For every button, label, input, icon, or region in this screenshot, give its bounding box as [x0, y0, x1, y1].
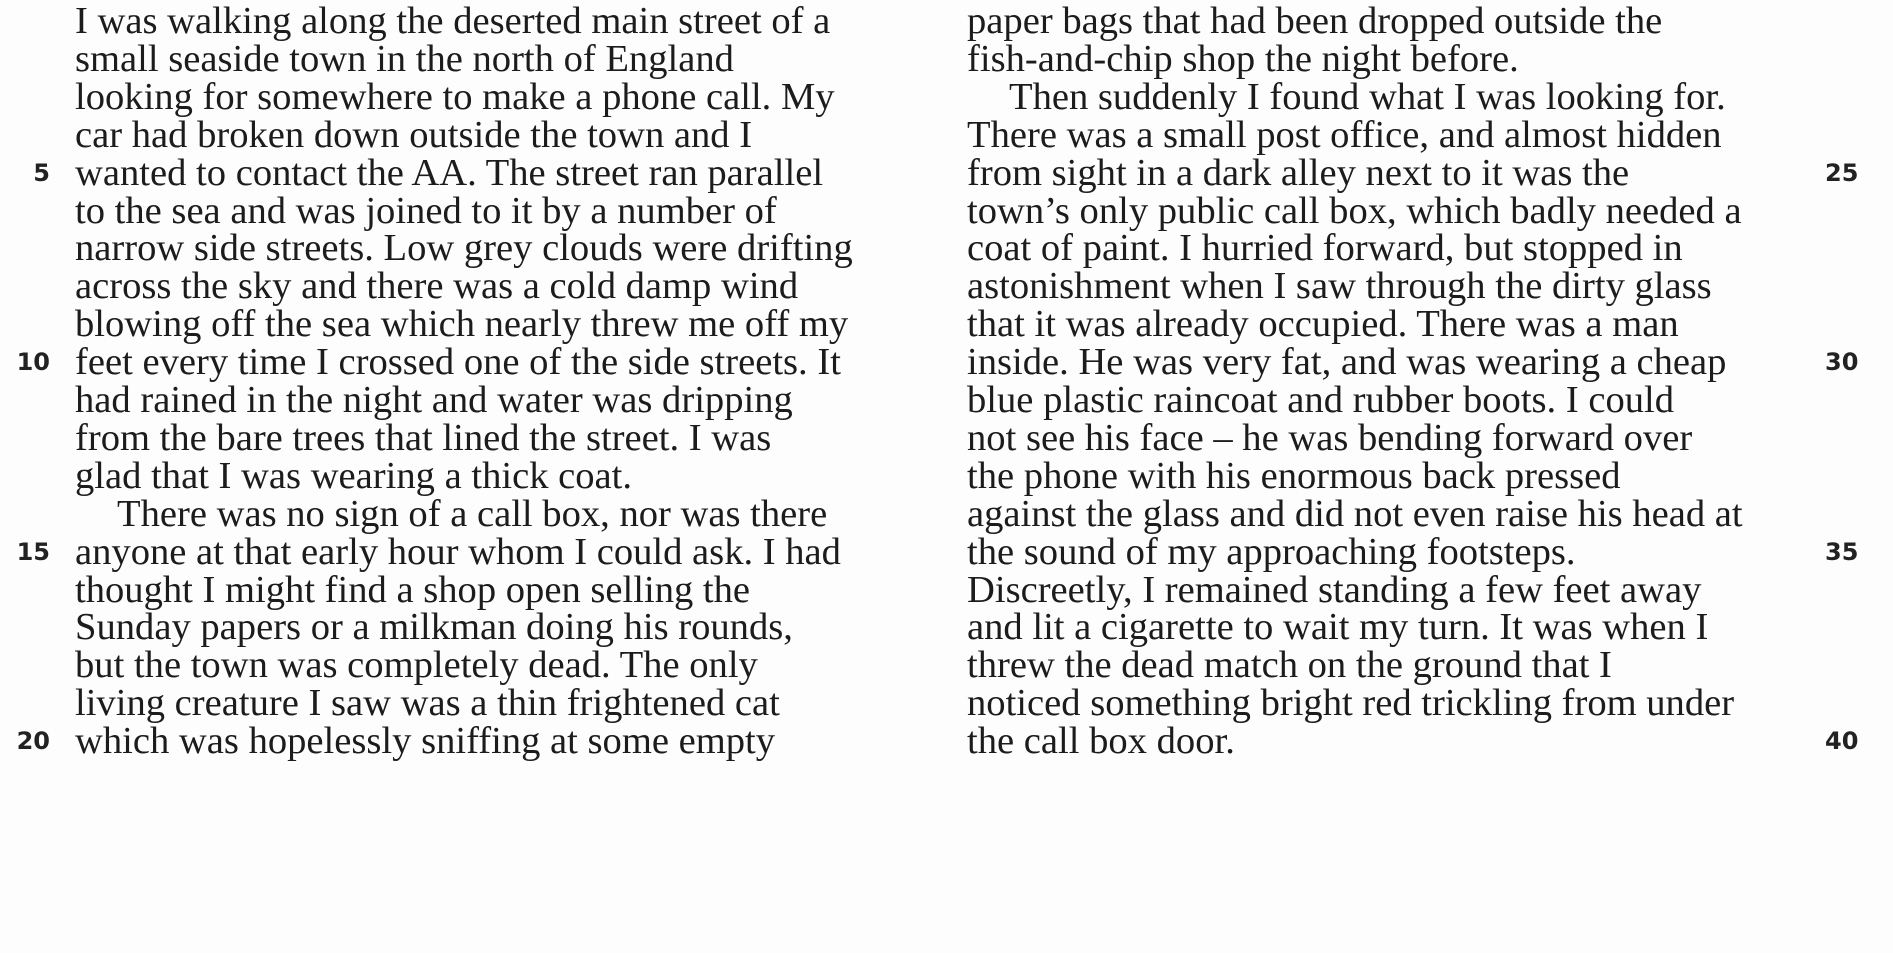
left-column-line: which was hopelessly sniffing at some empty	[75, 720, 776, 763]
line-number-right: 30	[1825, 348, 1859, 377]
left-column-line: across the sky and there was a cold damp wind	[75, 265, 799, 308]
right-column-line: fish-and-chip shop the night before.	[967, 37, 1519, 80]
left-column-line: to the sea and was joined to it by a number of	[75, 189, 777, 232]
right-column-line: astonishment when I saw through the dirty glass	[967, 265, 1712, 308]
right-column-line: Then suddenly I found what I was looking for.	[1009, 75, 1726, 118]
left-column-line: glad that I was wearing a thick coat.	[75, 454, 633, 497]
left-column-line: Sunday papers or a milkman doing his rounds,	[75, 606, 793, 649]
right-column-line: noticed something bright red trickling from under	[967, 682, 1735, 725]
right-column-line: threw the dead match on the ground that I	[967, 644, 1612, 687]
line-number-left: 15	[16, 537, 50, 566]
left-column-line: looking for somewhere to make a phone call. My	[75, 75, 835, 118]
right-column-line: from sight in a dark alley next to it was the	[967, 151, 1630, 194]
right-column-line: the sound of my approaching footsteps.	[967, 530, 1576, 573]
left-column-line: I was walking along the deserted main street of a	[75, 0, 831, 42]
left-column-line: from the bare trees that lined the street. I was	[75, 416, 772, 459]
left-column-line: thought I might find a shop open selling the	[75, 568, 751, 611]
right-column-line: blue plastic raincoat and rubber boots. I could	[967, 379, 1675, 421]
left-column-line: feet every time I crossed one of the side streets. It	[75, 341, 841, 384]
left-column-line: narrow side streets. Low grey clouds were drifting	[75, 227, 853, 270]
right-column-line: the phone with his enormous back pressed	[967, 454, 1621, 497]
left-column-line: car had broken down outside the town and I	[75, 113, 753, 156]
right-column-line: Discreetly, I remained standing a few feet away	[967, 568, 1702, 611]
right-column-line: town’s only public call box, which badly needed a	[967, 189, 1742, 232]
line-number-right: 35	[1825, 537, 1859, 566]
line-number-right: 25	[1825, 158, 1859, 187]
left-column-line: small seaside town in the north of England	[75, 37, 734, 80]
right-column-line: There was a small post office, and almost hidden	[967, 113, 1722, 156]
right-column-line: inside. He was very fat, and was wearing a cheap	[967, 341, 1727, 384]
line-number-left: 20	[16, 727, 50, 756]
left-column-line: wanted to contact the AA. The street ran parallel	[75, 151, 824, 194]
left-column-line: had rained in the night and water was dripping	[75, 379, 793, 421]
right-column-line: the call box door.	[967, 720, 1235, 763]
right-column-line: that it was already occupied. There was a man	[967, 303, 1679, 346]
right-column-line: and lit a cigarette to wait my turn. It was when I	[967, 606, 1709, 649]
left-column-line: anyone at that early hour whom I could ask. I had	[75, 530, 841, 573]
line-number-left: 5	[33, 158, 50, 187]
right-column-line: coat of paint. I hurried forward, but stopped in	[967, 227, 1683, 270]
line-number-left: 10	[16, 348, 50, 377]
left-column-line: but the town was completely dead. The only	[75, 644, 758, 687]
line-number-right: 40	[1825, 727, 1859, 756]
left-column-line: There was no sign of a call box, nor was there	[117, 492, 828, 535]
right-column-line: against the glass and did not even raise his head at	[967, 492, 1743, 535]
left-column-line: living creature I saw was a thin frightened cat	[75, 682, 780, 725]
right-column-line: not see his face – he was bending forward over	[967, 416, 1693, 459]
right-column-line: paper bags that had been dropped outside the	[967, 0, 1663, 42]
left-column-line: blowing off the sea which nearly threw me off my	[75, 303, 849, 346]
